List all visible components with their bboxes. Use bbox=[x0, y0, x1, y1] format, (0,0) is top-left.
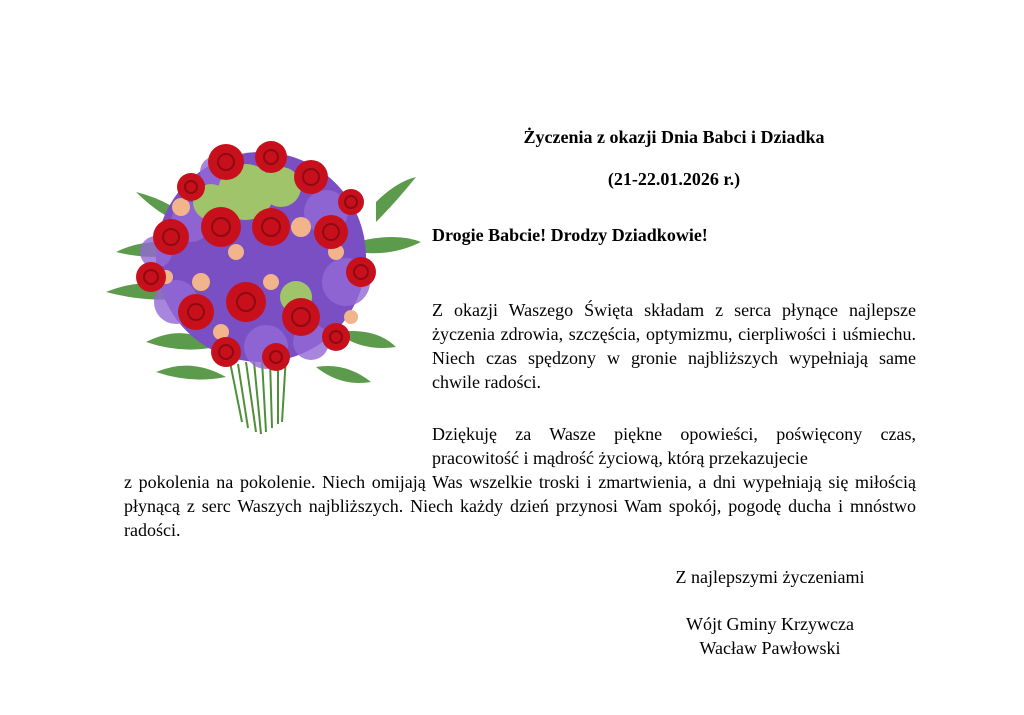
greeting: Drogie Babcie! Drodzy Dziadkowie! bbox=[432, 225, 708, 245]
wishes-paragraph-1: Z okazji Waszego Święta składam z serca płynące najlepsze życzenia zdrowia, szczęścia, optymizmu, cierpliwości i uśmiechu. Niech czas spędzony w gronie najbliższych wypełniają same chwile radości. bbox=[432, 300, 916, 392]
event-date: (21-22.01.2026 r.) bbox=[607, 169, 741, 189]
signature-title: Wójt Gminy Krzywcza bbox=[686, 614, 854, 634]
wishes-paragraph-2-end: z pokolenia na pokolenie. Niech omijają Was wszelkie troski i zmartwienia, a dni wypełniają się miłością płynącą z serc Waszych najbliższych. Niech każdy dzień przynosi Wam spokój, pogodę ducha i mnóstwo radości. bbox=[124, 472, 916, 540]
signature-name: Wacław Pawłowski bbox=[699, 638, 841, 658]
closing-line: Z najlepszymi życzeniami bbox=[675, 567, 865, 587]
page-title: Życzenia z okazji Dnia Babci i Dziadka bbox=[523, 127, 825, 147]
wishes-paragraph-2-start: Dziękuję za Wasze piękne opowieści, poświęcony czas, pracowitość i mądrość życiową, którą przekazujecie bbox=[432, 424, 916, 468]
flower-bouquet-icon bbox=[96, 132, 426, 442]
